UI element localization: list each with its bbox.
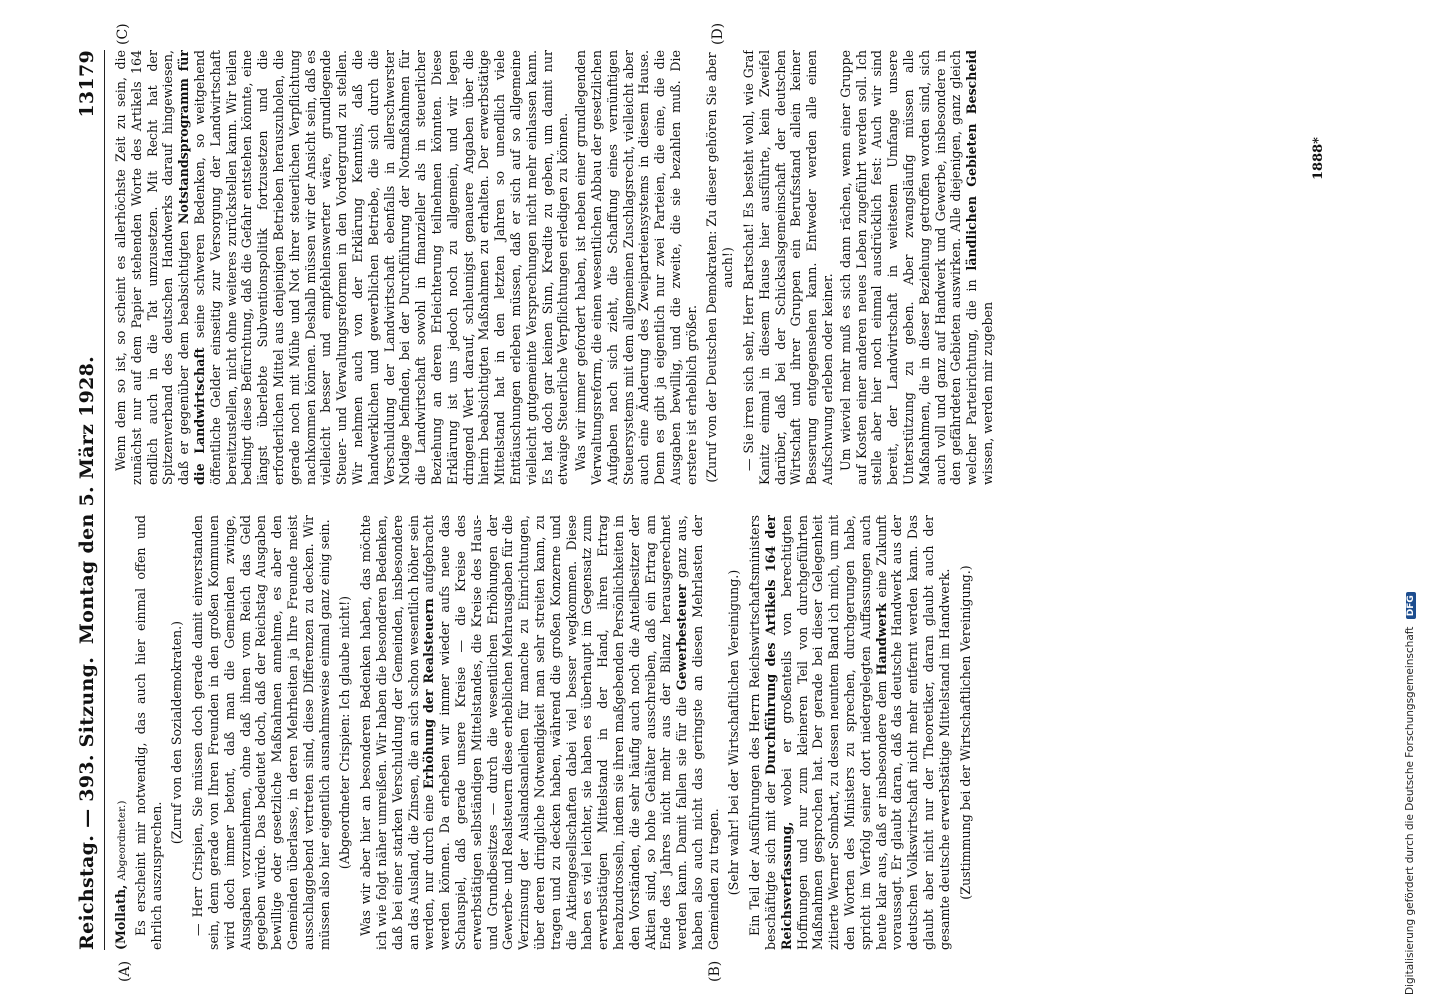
scan-credit-text: Digitalisierung gefördert durch die Deutsche Forschungsgemeinschaft [1404, 626, 1416, 995]
interjection: (Sehr wahr! bei der Wirtschaftlichen Vereinigung.) [726, 569, 742, 896]
text-run: Wenn dem so ist, so scheint es allerhöchste Zeit zu sein, die zunächst nur auf dem Papier stehenden Worte des Artikels 164 endlich auch in die Tat umzusetzen. Mit Recht hat der Spitzenverband des deutschen Handwerks darauf hingewiesen, daß er gegenüber dem beabsichtigten [113, 50, 192, 485]
emphasis-laendliche-gebiete: ländlichen Gebieten Bescheid [964, 50, 980, 271]
speaker-line [113, 515, 131, 950]
paragraph [358, 515, 721, 950]
margin-marker-d: (D) [710, 22, 726, 45]
paragraph: — Herr Crispien, Sie müssen doch gerade damit einverstanden sein, denn gerade von Ihren Freunden in den großen Kommunen wird doch immer betont, daß man die Gemeinden zwinge, Ausgaben vorzunehmen, ohne daß ihnen vom Reich das Geld gegeben würde. Das bedeutet doch, daß der Reichstag Ausgaben bewillige oder gesetzliche Maßnahmen annehme, es aber den Gemeinden überlasse, in deren Mehrheiten ja Ihre Freunde meist ausschlaggebend vertreten sind, diese Differenzen zu decken. Wir müssen also hier eigentlich ausnahmsweise einmal ganz einig sein. [190, 515, 332, 950]
paragraph [747, 515, 952, 950]
paragraph: Es erscheint mir notwendig, das auch hier einmal offen und ehrlich auszusprechen. [132, 515, 164, 950]
text-run: Um wieviel mehr muß es sich dann rächen, wenn einer Gruppe auf Kosten einer anderen neues Leben zugeführt werden soll. Ich stelle aber hier noch einmal ausdrücklich fest: Auch wir sind bereit, der Landwirtschaft in weitestem Umfange unsere Unterstützung zu geben. Aber zwangsläufig müssen alle Maßnahmen, die in dieser Beziehung getroffen worden sind, sich auch voll und ganz auf Handwerk und Gewerbe, insbesondere in den gefährdeten Gebieten auswirken. Alle diejenigen, ganz gleich welcher Parteirichtung, die in [837, 50, 980, 485]
page-header [70, 50, 105, 950]
interjection: (Zuruf von den Sozialdemokraten.) [169, 620, 185, 845]
margin-marker-a: (A) [117, 960, 133, 982]
text-run: seine schweren Bedenken, so weitgehend öffentliche Gelder einseitig zur Versorgung der Landwirtschaft bereitzustellen, nicht ohne weiteres zurückstellen kann. Wir teilen bedingt diese Befürchtung, daß die Gefahr entstehen könnte, eine längst überlebte Subventionspolitik fortzusetzen und die erforderlichen Mittel aus denjenigen Betrieben herauszuholen, die gerade noch mit Mühe und Not ihrer steuerlichen Verpflichtung nachkommen können. Deshalb müssen wir der Ansicht sein, daß es vielleicht besser und empfehlenswerter wäre, grundlegende Steuer- und Verwaltungsreformen in den Vordergrund zu stellen. Wir nehmen auch von der Erklärung Kenntnis, daß die handwerklichen und gewerblichen Betriebe, die sich durch die Verschuldung der Landwirtschaft ebenfalls in allerschwerster Notlage befinden, bei der Durchführung der Notmaßnahmen für die Landwirtschaft sowohl in finanzieller als in steuerlicher Beziehung an deren Erleichterung teilnehmen könnten. Diese Erklärung ist uns jedoch noch zu allgemein, und wir legen dringend Wert darauf, schleunigst genauere Angaben über die hierin beabsichtigten Maßnahmen zu erhalten. Der erwerbstätige Mittelstand hat in den letzten Jahren so unendlich viele Enttäuschungen erleben müssen, daß er sich auf so allgemeine vielleicht gutgemeinte Versprechungen nicht mehr einlassen kann. Es hat doch gar keinen Sinn, Kredite zu geben, um damit nur etwaige Steuerliche Verpflichtungen erledigen zu können. [191, 50, 571, 485]
emphasis-artikel-164: Durchführung des Artikels 164 der Reichsverfassung, [763, 515, 794, 950]
document-page [55, 0, 1355, 1000]
paragraph: — Sie irren sich sehr, Herr Bartschat! Es besteht wohl, wie Graf Kanitz einmal in diesem Hause hier ausführte, kein Zweifel darüber, daß bei der Schicksalsgemeinschaft der deutschen Wirtschaft und ihrer Gruppen ein Berufsstand allein keiner Besserung entgegensehen kann. Entweder werden alle einen Aufschwung erleben oder keiner. [741, 50, 836, 485]
text-run: wissen, werden mir zugeben [980, 301, 996, 485]
text-run: Ein Teil der Ausführungen des Herrn Reichswirtschaftsministers beschäftigte sich mit der [747, 515, 779, 950]
text-run: wobei er großenteils von berechtigten Hoffnungen und nur zum kleineren Teil von durchgeführten Maßnahmen gesprochen hat. Der gerade bei dieser Gelegenheit zitierte Werner Sombart, zu dessen neuntem Band ich mich, um mit den Worten des Ministers zu sprechen, durchgerungen habe, spricht im Verfolg seiner dort niedergelegten Auffassungen auch heute klar aus, daß er insbesondere dem [778, 515, 889, 950]
emphasis-gewerbesteuer: Gewerbesteuer [674, 584, 690, 691]
speaker-name: (Mollath, [113, 884, 128, 950]
paragraph [113, 50, 571, 485]
margin-marker-c: (C) [115, 23, 131, 45]
header-session: Reichstag. — 393. Sitzung. [76, 656, 98, 950]
text-run: Was wir aber hier an besonderen Bedenken haben, das möchte ich wie folgt näher umreißen. Wir haben die besonderen Bedenken, daß bei einer starken Verschuldung der Gemeinden, insbesondere an das Ausland, die Zinsen, die an sich schon wesentlich höher sein werden, nur durch eine [358, 515, 437, 950]
header-date: Montag den 5. März 1928. [76, 355, 98, 645]
emphasis-handwerk: Handwerk [873, 603, 889, 676]
text-run: aufgebracht werden können. Da erheben wir immer wieder aufs neue das Schauspiel, daß gerade unsere Kreise — die Kreise des erwerbstätigen selbständigen Mittelstandes, die Kreise des Haus- und Grundbesitzes — durch die wesentlichen Erhöhungen der Gewerbe- und Realsteuern diese erheblichen Mehrausgaben für die Verzinsung der Auslandsanleihen für manche zu Einrichtungen, über deren dringliche Notwendigkeit man sehr streiten kann, zu tragen und zu decken haben, während die großen Konzerne und die Aktiengesellschaften dabei viel besser wegkommen. Diese haben es viel leichter, sie haben es überhaupt im Gegensatz zum erwerbstätigen Mittelstand in der Hand, ihren Ertrag herabzudrosseln, indem sie ihren maßgebenden Persönlichkeiten in den Vorständen, die sehr häufig auch noch die Anteilbesitzer der Aktien sind, so hohe Gehälter ausschreiben, daß ein Ertrag am Ende des Jahres nicht mehr aus der Bilanz herausgerechnet werden kann. Damit fallen sie für die [421, 515, 690, 950]
sheet-number: 1888* [1311, 137, 1326, 180]
scan-credit [1404, 592, 1416, 995]
right-column [113, 50, 1313, 485]
interjection: (Zustimmung bei der Wirtschaftlichen Vereinigung.) [957, 565, 973, 900]
left-column [113, 515, 1313, 950]
paragraph [838, 50, 996, 485]
emphasis-realsteuern: Erhöhung der Realsteuern [421, 598, 437, 790]
interjection: (Zuruf von der Deutschen Demokraten: Zu dieser gehören Sie aber auch!) [704, 52, 736, 483]
paragraph: Was wir immer gefordert haben, ist neben einer grundlegenden Verwaltungsreform, die einen wesentlichen Abbau der gesetzlichen Aufgaben nach sich zieht, die Schaffung eines vernünftigen Steuersystems mit dem allgemeinen Zuschlagsrecht, vielleicht aber auch eine Änderung des Zweiparteiensystems in diesem Hause. Denn es gibt ja eigentlich nur zwei Parteien, die eine, die die Ausgaben bewillig, und die zweite, die sie bezahlen muß. Die erstere ist erheblich größer. [573, 50, 699, 485]
interjection: (Abgeordneter Crispien: Ich glaube nicht!) [337, 595, 353, 870]
dfg-logo: DFG [1406, 592, 1416, 619]
emphasis-notstandsprogramm: Notstandsprogramm für die Landwirtschaft [176, 50, 207, 485]
text-run: eine Zukunft voraussagt. Er glaubt daran, daß das deutsche Handwerk aus der deutschen Volkswirtschaft nicht mehr entfernt werden kann. Das glaubt aber nicht nur der Theoretiker, daran glaubt auch der gesamte deutsche erwerbstätige Mittelstand im Handwerk. [873, 515, 952, 950]
margin-marker-b: (B) [707, 960, 723, 982]
page-number: 13179 [76, 50, 98, 118]
speaker-role: Abgeordneter.) [116, 800, 128, 881]
text-run: ganz aus, haben also auch nicht das geringste an diesen Mehrlasten der Gemeinden zu tragen. [674, 515, 721, 950]
